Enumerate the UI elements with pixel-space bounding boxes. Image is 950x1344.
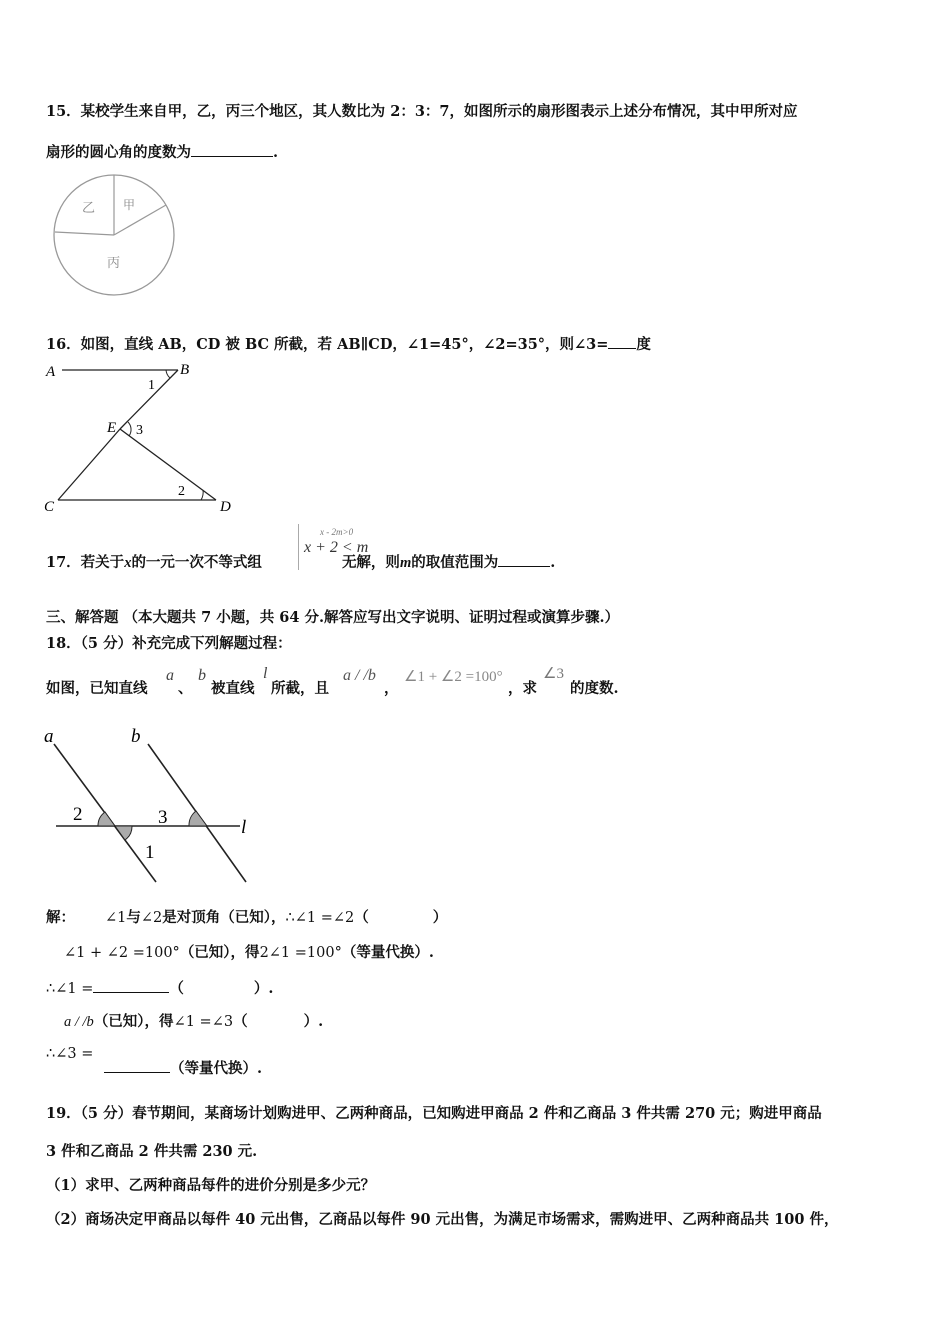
q16-unit: 度 <box>636 336 651 353</box>
q18-sol1-c: 与 <box>126 909 141 926</box>
q18-sol5-a: ∴∠3 = <box>46 1046 94 1062</box>
label-c: C <box>44 499 55 515</box>
label-line-a: a <box>44 726 54 747</box>
q18-sol2-c: 2∠1 =100° <box>259 945 342 961</box>
q18-sol3-a: ∴∠1 = <box>46 981 94 997</box>
q15-line2-text: 扇形的圆心角的度数为 <box>46 144 191 161</box>
q18-sol5-b: （等量代换）. <box>170 1060 263 1077</box>
q18-sol3-b: （ <box>169 980 184 997</box>
q17-system-brace <box>298 524 300 570</box>
arc-angle-2 <box>201 490 203 500</box>
q18-sol1-e: 是对顶角（已知）， <box>162 909 286 926</box>
arc-angle-1 <box>166 370 170 378</box>
angle-3-shade <box>189 811 207 826</box>
q18-sol3 <box>46 978 273 998</box>
q18-parallel: a / /b <box>343 667 376 684</box>
angle-2-shade <box>98 812 115 826</box>
q18-sum: ∠1 + ∠2 =100° <box>404 669 503 685</box>
q18-head: 18．（5 分）补充完成下列解题过程： <box>46 635 292 652</box>
q18-var-l: l <box>263 665 268 682</box>
q18-sol1-a: 解： <box>46 909 75 926</box>
pie-radius-right <box>114 205 166 235</box>
label-angle-2: 2 <box>178 484 185 499</box>
q18-sol4-e: ）. <box>303 1013 324 1030</box>
q18-p2: 被直线 <box>211 680 255 697</box>
label-angle-2: 2 <box>73 804 83 825</box>
q18-sol1-b: ∠1 <box>105 910 127 926</box>
pie-chart-figure <box>52 172 176 298</box>
q19-part1: （1）求甲、乙两种商品每件的进价分别是多少元？ <box>46 1177 376 1194</box>
q17-var-x: x <box>124 555 132 571</box>
label-a: A <box>46 364 56 380</box>
q18-sol2-b: （已知），得 <box>179 944 260 961</box>
label-line-b: b <box>131 726 141 747</box>
label-angle-1: 1 <box>145 842 155 863</box>
q18-var-a: a <box>166 667 174 684</box>
q15-line2 <box>46 142 278 162</box>
q18-var-b: b <box>198 667 206 684</box>
q17-prefix: 17．若关于 <box>46 554 125 571</box>
q17-var-m: m <box>399 555 412 571</box>
q18-sol2 <box>46 944 434 962</box>
q17-mid: 的一元一次不等式组 <box>131 554 262 571</box>
q18-sol2-a: ∠1 + ∠2 =100° <box>64 945 180 961</box>
line-ed <box>120 429 216 500</box>
q15-line1: 15．某校学生来自甲，乙，丙三个地区，其人数比为 2：3：7，如图所示的扇形图表示上述分布情况，其中甲所对应 <box>46 103 798 120</box>
q17-system-top: x - 2m>0 <box>320 527 354 537</box>
angle-1-shade <box>115 826 132 840</box>
q18-sol1-f: ∴∠1 =∠2 <box>285 910 355 926</box>
pie-label-bing: 丙 <box>107 255 121 270</box>
q17-line <box>46 552 555 572</box>
q18-sol1-g: （ <box>354 909 369 926</box>
q18-sol3-blank <box>93 978 169 993</box>
q16-text: 16．如图，直线 AB，CD 被 BC 所截，若 AB∥CD，∠1=45°，∠2=35°，则∠3= <box>46 336 609 353</box>
q16-line <box>46 334 651 354</box>
q18-sol4-b: （已知），得 <box>93 1013 174 1030</box>
q19-line2: 3 件和乙商品 2 件共需 230 元. <box>46 1143 258 1160</box>
pie-label-jia: 甲 <box>123 198 136 212</box>
line-ec <box>58 429 120 500</box>
q18-sol5-blank <box>104 1058 170 1073</box>
q18-p3: 所截，且 <box>271 680 329 697</box>
q17-system-bottom: x + 2 < m <box>304 539 369 556</box>
pie-label-yi: 乙 <box>82 200 96 215</box>
q18-angle3: ∠3 <box>543 666 564 682</box>
q18-parallel-lines-figure <box>44 722 259 888</box>
q18-p4: 的度数. <box>570 680 619 697</box>
q18-sol1-h: ） <box>432 909 448 926</box>
q18-sol4-a: a / /b <box>64 1014 94 1030</box>
q18-comma1: ， <box>384 680 399 697</box>
q19-line1: 19．（5 分）春节期间，某商场计划购进甲、乙两种商品，已知购进甲商品 2 件和乙商品 3 件共需 270 元；购进甲商品 <box>46 1105 822 1122</box>
q19-part2: （2）商场决定甲商品以每件 40 元出售，乙商品以每件 90 元出售，为满足市场需求，需购进甲、乙两种商品共 100 件， <box>46 1211 839 1228</box>
label-angle-3: 3 <box>136 423 143 438</box>
label-b: B <box>180 362 190 378</box>
q18-sol5 <box>104 1058 262 1078</box>
q18-sep1: 、 <box>178 680 193 697</box>
label-e: E <box>107 420 117 436</box>
q15-answer-blank <box>191 142 273 157</box>
q17-period: . <box>550 554 556 571</box>
q18-sol2-d: （等量代换）. <box>341 944 434 961</box>
q17-after: 无解，则 <box>341 554 400 571</box>
q18-sol4-d: （ <box>233 1013 248 1030</box>
label-angle-3: 3 <box>158 807 168 828</box>
label-angle-1: 1 <box>148 378 155 393</box>
q18-sol1 <box>46 909 447 927</box>
section3-title: 三、解答题 （本大题共 7 小题，共 64 分.解答应写出文字说明、证明过程或演算步骤.） <box>46 609 620 626</box>
q18-p1: 如图，已知直线 <box>46 680 148 697</box>
q16-answer-blank <box>608 334 636 349</box>
label-line-l: l <box>241 817 247 838</box>
arc-angle-3 <box>128 422 131 436</box>
q16-geometry-figure <box>44 360 244 515</box>
q18-sol4-c: ∠1 =∠3 <box>173 1014 234 1030</box>
q18-sol1-d: ∠2 <box>140 910 163 926</box>
q15-period: . <box>273 144 279 161</box>
q18-comma2: ，求 <box>508 680 537 697</box>
q18-sol3-c: ）. <box>253 980 274 997</box>
label-d: D <box>220 499 231 515</box>
q17-end: 的取值范围为 <box>411 554 499 571</box>
q18-sol5-label <box>46 1045 93 1063</box>
pie-radius-left <box>55 232 114 235</box>
q18-sol4 <box>46 1013 323 1031</box>
q17-answer-blank <box>498 552 550 567</box>
